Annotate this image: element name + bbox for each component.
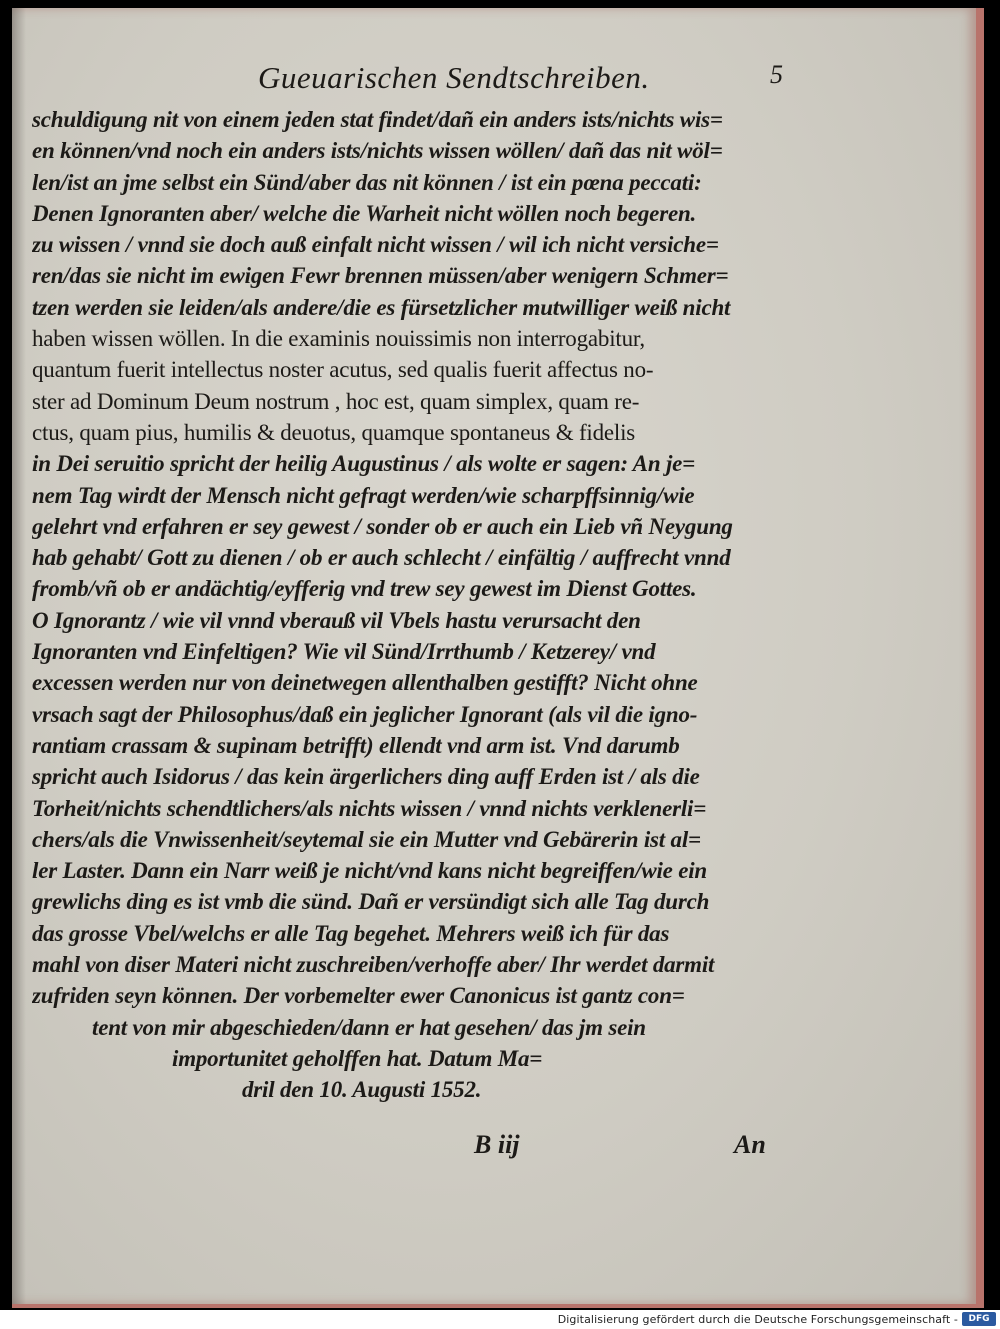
text-line: len/ist an jme selbst ein Sünd/aber das nit können / ist ein pœna peccati: — [32, 169, 702, 195]
text-line: mahl von diser Materi nicht zuschreiben/verhoffe aber/ Ihr werdet darmit — [32, 952, 715, 978]
text-line: spricht auch Isidorus / das kein ärgerlichers ding auff Erden ist / als die — [32, 764, 700, 790]
text-line: ren/das sie nicht im ewigen Fewr brennen müssen/aber wenigern Schmer= — [32, 263, 729, 289]
text-line: in Dei seruitio spricht der heilig Augustinus / als wolte er sagen: An je= — [32, 451, 696, 477]
text-line: tent von mir abgeschieden/dann er hat gesehen/ das jm sein — [92, 1014, 646, 1040]
funding-notice: Digitalisierung gefördert durch die Deutsche Forschungsgemeinschaft - — [557, 1313, 958, 1326]
text-line: dril den 10. Augusti 1552. — [242, 1077, 482, 1103]
text-line: en können/vnd noch ein anders ists/nichts wissen wöllen/ dañ das nit wöl= — [32, 138, 723, 164]
text-line: excessen werden nur von deinetwegen allenthalben gestifft? Nicht ohne — [32, 670, 698, 696]
page-fold-shadow — [12, 8, 26, 1304]
text-line: grewlichs ding es ist vmb die sünd. Dañ er versündigt sich alle Tag durch — [32, 889, 710, 915]
signature-mark: B iij — [474, 1130, 520, 1159]
page-footer — [12, 1130, 976, 1170]
text-line: rantiam crassam & supinam betrifft) ellendt vnd arm ist. Vnd darumb — [32, 732, 680, 758]
text-line: nem Tag wirdt der Mensch nicht gefragt werden/wie scharpffsinnig/wie — [32, 482, 695, 508]
text-line: ler Laster. Dann ein Narr weiß je nicht/vnd kans nicht begreiffen/wie ein — [32, 858, 708, 884]
text-line: ster ad Dominum Deum nostrum , hoc est, quam simplex, quam re- — [32, 388, 640, 414]
page-header — [12, 60, 976, 100]
text-line: schuldigung nit von einem jeden stat findet/dañ ein anders ists/nichts wis= — [32, 107, 723, 132]
running-title: Gueuarischen Sendtschreiben. — [258, 60, 650, 95]
text-line: quantum fuerit intellectus noster acutus, sed qualis fuerit affectus no- — [32, 357, 654, 383]
dfg-logo: DFG — [962, 1312, 996, 1326]
text-line: tzen werden sie leiden/als andere/die es fürsetzlicher mutwilliger weiß nicht — [32, 294, 731, 320]
funding-bar — [0, 1310, 1000, 1329]
text-line: importunitet geholffen hat. Datum Ma= — [172, 1045, 543, 1071]
text-line: O Ignorantz / wie vil vnnd vberauß vil Vbels hastu verursacht den — [32, 607, 641, 633]
text-line: gelehrt vnd erfahren er sey gewest / sonder ob er auch ein Lieb vñ Neygung — [32, 513, 733, 539]
text-line: zufriden seyn können. Der vorbemelter ewer Canonicus ist gantz con= — [32, 983, 685, 1009]
book-page — [12, 8, 984, 1308]
text-line: Torheit/nichts schendtlichers/als nichts wissen / vnnd nichts verklenerli= — [32, 795, 707, 821]
text-line: ctus, quam pius, humilis & deuotus, quamque spontaneus & fidelis — [32, 419, 636, 445]
catchword: An — [734, 1130, 766, 1159]
text-line: Denen Ignoranten aber/ welche die Warheit nicht wöllen noch begeren. — [32, 200, 697, 226]
text-line: fromb/vñ ob er andächtig/eyfferig vnd trew sey gewest im Dienst Gottes. — [32, 576, 697, 602]
text-line: zu wissen / vnnd sie doch auß einfalt nicht wissen / wil ich nicht versiche= — [32, 232, 719, 258]
text-line: haben wissen wöllen. In die examinis nouissimis non interrogabitur, — [32, 326, 645, 352]
text-line: Ignoranten vnd Einfeltigen? Wie vil Sünd/Irrthumb / Ketzerey/ vnd — [32, 639, 656, 665]
text-line: vrsach sagt der Philosophus/daß ein jeglicher Ignorant (als vil die igno- — [32, 701, 698, 727]
page-number: 5 — [770, 60, 783, 89]
text-line: hab gehabt/ Gott zu dienen / ob er auch schlecht / einfältig / auffrecht vnnd — [32, 545, 731, 571]
text-line: das grosse Vbel/welchs er alle Tag begehet. Mehrers weiß ich für das — [32, 920, 670, 946]
text-line: chers/als die Vnwissenheit/seytemal sie ein Mutter vnd Gebärerin ist al= — [32, 826, 701, 852]
body-text — [32, 104, 812, 1106]
